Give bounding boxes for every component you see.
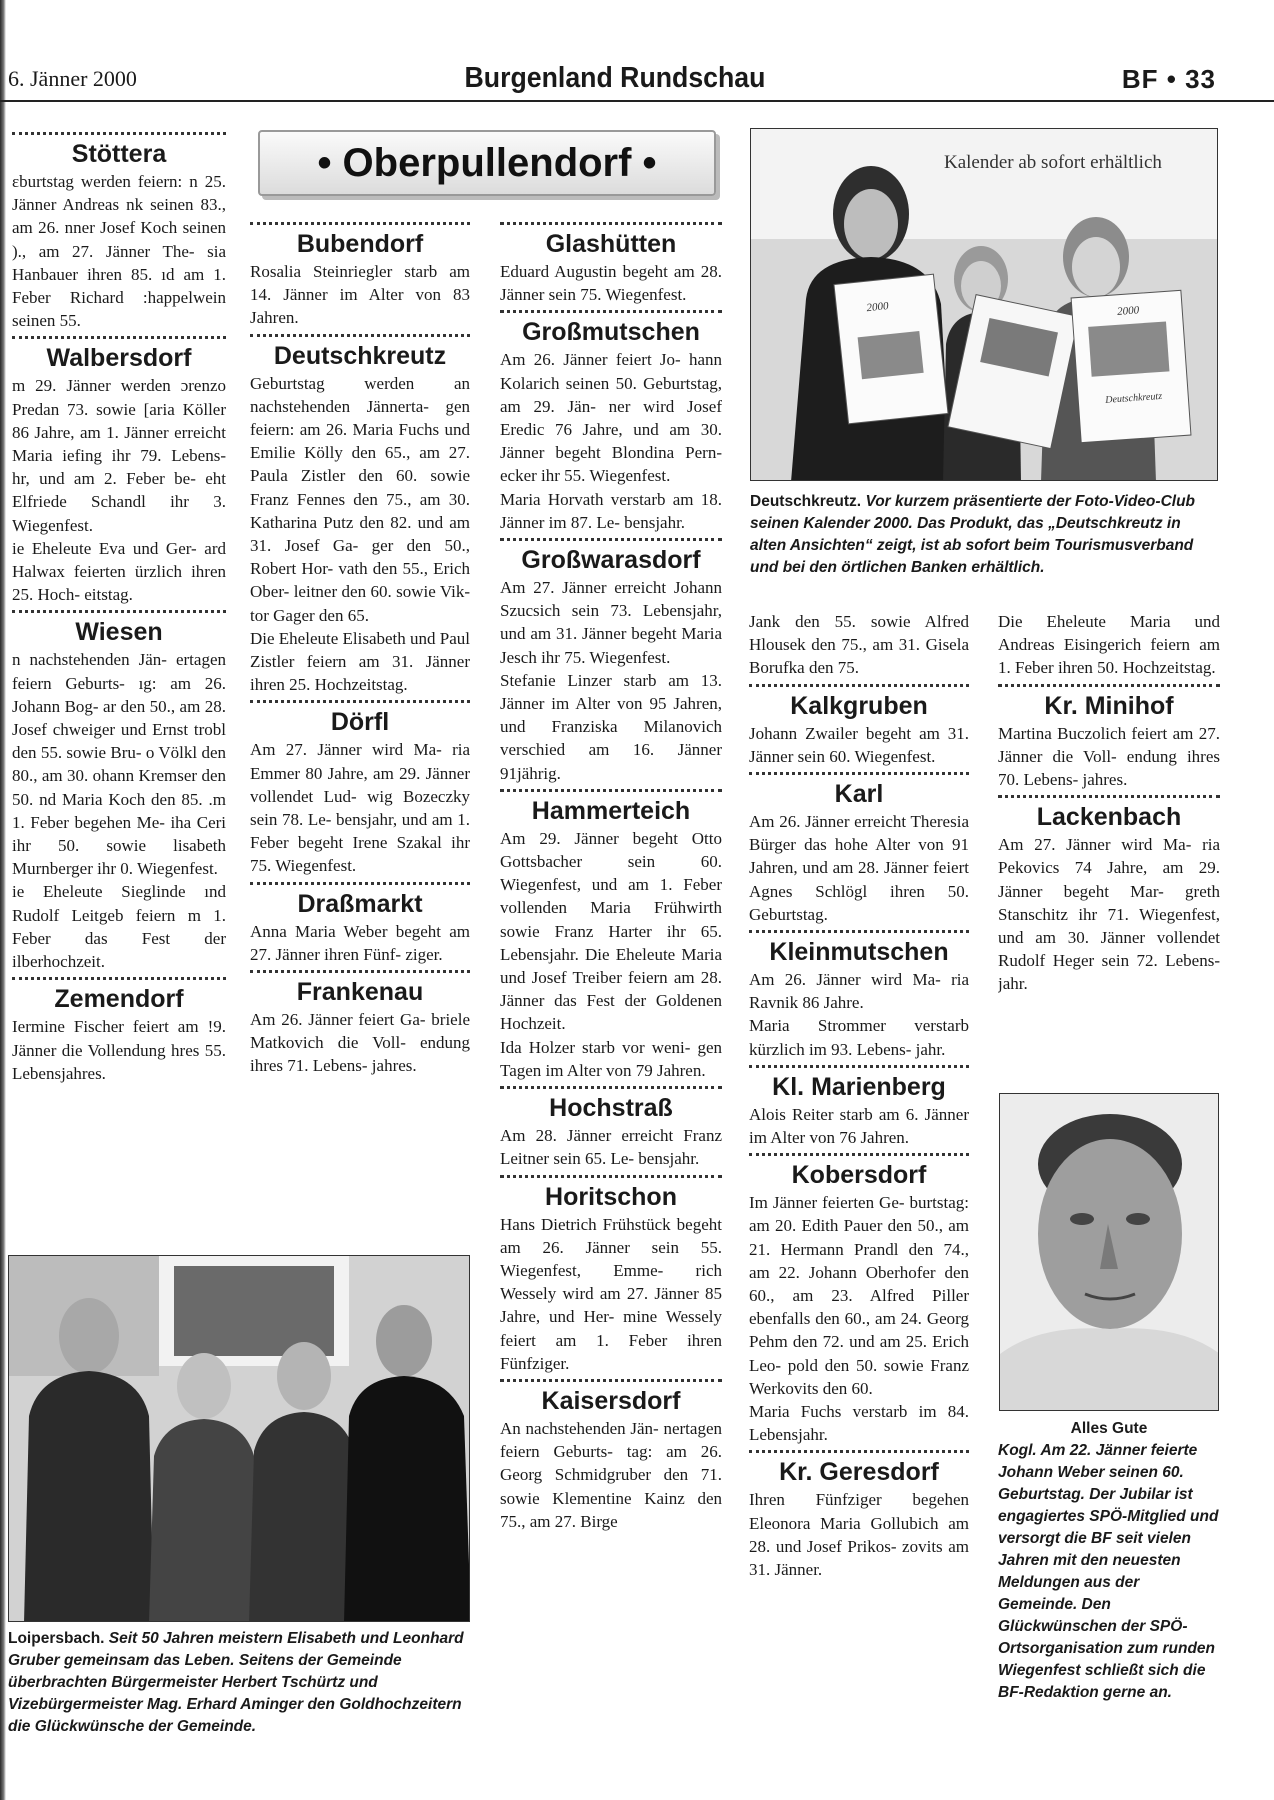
calendar-caption-lead: Deutschkreutz. bbox=[750, 493, 862, 510]
article-paragraph: Iermine Fischer feiert am !9. Jänner die Vollendung hres 55. Lebensjahres. bbox=[12, 1017, 226, 1083]
locality-heading-hochstraß: Hochstraß bbox=[549, 1094, 673, 1123]
dotted-separator bbox=[250, 334, 470, 337]
dotted-separator bbox=[500, 789, 722, 792]
dotted-separator bbox=[500, 1379, 722, 1382]
column-1 bbox=[12, 128, 226, 1233]
newspaper-title: Burgenland Rundschau bbox=[464, 62, 766, 94]
article-paragraph: Am 28. Jänner erreicht Franz Leitner sein 65. Le- bensjahr. bbox=[500, 1126, 722, 1169]
article-paragraph: ie Eheleute Eva und Ger- ard Halwax feierten ürzlich ihren 25. Hoch- eitstag. bbox=[12, 538, 226, 605]
locality-heading-kobersdorf: Kobersdorf bbox=[791, 1161, 927, 1190]
section-banner: • Oberpullendorf • bbox=[258, 130, 716, 196]
locality-heading-großwarasdorf: Großwarasdorf bbox=[521, 546, 701, 575]
article-paragraph: Im Jänner feierten Ge- burtstag: am 20. Edith Pauer den 50., am 21. Hermann Prandl den 74., am 22. Johann Oberhofer den 60., am 23. Alfred Piller ebenfalls den 60., am 24. Georg Pehm den 72. und am 25. Erich Leo- pold den 50. sowie Franz Werkovits den 60. bbox=[749, 1193, 969, 1398]
column-3 bbox=[500, 218, 722, 1760]
article-paragraph: Alois Reiter starb am 6. Jänner im Alter von 76 Jahren. bbox=[749, 1104, 969, 1148]
dotted-separator bbox=[749, 1450, 969, 1453]
article-paragraph: Maria Fuchs verstarb im 84. Lebensjahr. bbox=[749, 1402, 969, 1445]
article-paragraph: An nachstehenden Jän- nertagen feiern Geburts- tag: am 26. Georg Schmidgruber den 71. sowie Klementine Kainz den 75., am 27. Birge bbox=[500, 1418, 722, 1531]
header-rule bbox=[0, 100, 1274, 102]
locality-heading-kaisersdorf: Kaisersdorf bbox=[541, 1386, 681, 1415]
locality-heading-hammerteich: Hammerteich bbox=[531, 796, 691, 825]
dotted-separator bbox=[998, 795, 1220, 798]
dotted-separator bbox=[500, 1175, 722, 1178]
locality-heading-kleinmutschen: Kleinmutschen bbox=[769, 938, 949, 967]
column-4 bbox=[749, 610, 969, 1770]
dotted-separator bbox=[749, 1153, 969, 1156]
locality-heading-horitschon: Horitschon bbox=[545, 1182, 677, 1211]
page-number: BF • 33 bbox=[1121, 64, 1216, 94]
article-paragraph: Am 27. Jänner wird Ma- ria Emmer 80 Jahre, am 29. Jänner vollendet Lud- wig Bozeczky sein 78. Le- bensjahr, und am 1. Feber begeht Irene Szakal ihr 75. Wiegenfest. bbox=[250, 740, 470, 876]
article-paragraph: Maria Strommer verstarb kürzlich im 93. Lebens- jahr. bbox=[749, 1016, 969, 1059]
article-paragraph: Anna Maria Weber begeht am 27. Jänner ihren Fünf- ziger. bbox=[250, 921, 470, 964]
article-paragraph: Maria Horvath verstarb am 18. Jänner im 87. Le- bensjahr. bbox=[500, 489, 722, 532]
dotted-separator bbox=[250, 222, 470, 225]
calendar-year-2: 2000 bbox=[1116, 304, 1140, 318]
article-paragraph: Ihren Fünfziger begehen Eleonora Maria Gollubich am 28. und Josef Prikos- zovits am 31. Jänner. bbox=[749, 1490, 969, 1580]
dotted-separator bbox=[250, 882, 470, 885]
dotted-separator bbox=[500, 222, 722, 225]
locality-heading-kr-minihof: Kr. Minihof bbox=[1044, 691, 1174, 720]
group-photo bbox=[8, 1255, 470, 1622]
locality-heading-karl: Karl bbox=[834, 780, 884, 809]
article-paragraph: ie Eheleute Sieglinde ınd Rudolf Leitgeb feiern m 1. Feber das Fest der ilberhochzeit. bbox=[12, 882, 226, 972]
locality-heading-wiesen: Wiesen bbox=[75, 618, 163, 647]
dotted-separator bbox=[749, 930, 969, 933]
article-paragraph: Die Eheleute Elisabeth und Paul Zistler feiern am 31. Jänner ihren 25. Hochzeitstag. bbox=[250, 628, 470, 695]
group-photo-caption bbox=[8, 1628, 470, 1738]
locality-heading-draßmarkt: Draßmarkt bbox=[297, 889, 423, 918]
calendar-year-1: 2000 bbox=[865, 300, 890, 315]
portrait-photo bbox=[999, 1093, 1219, 1411]
article-paragraph: Geburtstag werden an nachstehenden Jännerta- gen feiern: am 26. Maria Fuchs und Emilie Kölly den 65., am 27. Paula Zistler den 60. sowie Franz Fennes den 75., am 30. Katharina Putz den 82. und am 31. Josef Ga- ger den 50., Robert Hor- vath den 55., Erich Ober- leitner den 60. sowie Vik- tor Gager den 65. bbox=[250, 373, 470, 625]
calendar-title: Deutschkreutz bbox=[1104, 390, 1163, 406]
article-paragraph: Ida Holzer starb vor weni- gen Tagen im Alter von 79 Jahren. bbox=[500, 1037, 722, 1080]
locality-heading-deutschkreutz: Deutschkreutz bbox=[273, 341, 447, 370]
dotted-separator bbox=[998, 684, 1220, 687]
locality-heading-dörfl: Dörfl bbox=[330, 708, 390, 737]
calendar-overlay-text: Kalender ab sofort erhältlich bbox=[944, 152, 1162, 173]
lead-paragraph: Die Eheleute Maria und Andreas Eisingerich feiern am 1. Feber ihren 50. Hochzeitstag. bbox=[998, 612, 1220, 678]
dotted-separator bbox=[12, 132, 226, 135]
issue-date: 6. Jänner 2000 bbox=[8, 66, 137, 91]
lead-paragraph: Jank den 55. sowie Alfred Hlousek den 75., am 31. Gisela Borufka den 75. bbox=[749, 612, 969, 678]
locality-heading-kr-geresdorf: Kr. Geresdorf bbox=[779, 1458, 939, 1487]
locality-heading-bubendorf: Bubendorf bbox=[296, 230, 424, 258]
dotted-separator bbox=[12, 610, 226, 613]
dotted-separator bbox=[749, 772, 969, 775]
portrait-caption bbox=[998, 1418, 1220, 1704]
dotted-separator bbox=[749, 1065, 969, 1068]
article-paragraph: n nachstehenden Jän- ertagen feiern Geburts- ıg: am 26. Johann Bog- ar den 50., am 28. Josef chweiger und Ernst trobl den 55. sowie Bru- o Völkl den 80., am 30. ohann Kremser den 50. nd Maria Koch den 85. .m 1. Feber begehen Me- iha Ceri ihr 50. sowie lisabeth Murnberger ihr 0. Wiegenfest. bbox=[12, 650, 226, 879]
dotted-separator bbox=[500, 538, 722, 541]
dotted-separator bbox=[500, 310, 722, 313]
dotted-separator bbox=[12, 336, 226, 339]
article-paragraph: Am 26. Jänner wird Ma- ria Ravnik 86 Jahre. bbox=[749, 970, 969, 1013]
locality-heading-kalkgruben: Kalkgruben bbox=[790, 691, 928, 720]
calendar-caption bbox=[750, 491, 1220, 579]
page-header bbox=[0, 60, 1274, 104]
article-paragraph: Stefanie Linzer starb am 13. Jänner im Alter von 95 Jahren, und Franziska Milanovich verschied am 16. Jänner 91jährig. bbox=[500, 670, 722, 783]
article-paragraph: Hans Dietrich Frühstück begeht am 26. Jänner sein 55. Wiegenfest, Emme- rich Wessely wird am 27. Jänner 85 Jahre, und Her- mine Wessely feiert am 1. Feber ihren Fünfziger. bbox=[500, 1214, 722, 1373]
calendar-caption-text: Vor kurzem präsentierte der Foto-Video-Club seinen Kalender 2000. Das Produkt, das „Deutschkreutz in alten Ansichten“ zeigt, ist ab sofort beim Tourismusverband und bei den örtlichen Banken erhältlich. bbox=[750, 493, 1196, 576]
article-paragraph: Johann Zwailer begeht am 31. Jänner sein 60. Wiegenfest. bbox=[749, 723, 969, 766]
group-photo-image bbox=[9, 1256, 470, 1622]
portrait-photo-image bbox=[1000, 1094, 1219, 1411]
locality-heading-frankenau: Frankenau bbox=[296, 978, 424, 1007]
dotted-separator bbox=[749, 684, 969, 687]
group-caption-text: Seit 50 Jahren meistern Elisabeth und Leonhard Gruber gemeinsam das Leben. Seitens der Gemeinde überbrachten Bürgermeister Herbert Tschürtz und Vizebürgermeister Mag. Erhard Aminger den Goldhochzeitern die Glückwünsche der Gemeinde. bbox=[8, 1630, 464, 1735]
article-paragraph: Am 27. Jänner erreicht Johann Szucsich sein 73. Lebensjahr, und am 31. Jänner begeht Maria Jesch ihr 75. Wiegenfest. bbox=[500, 578, 722, 667]
article-paragraph: Rosalia Steinriegler starb am 14. Jänner im Alter von 83 Jahren. bbox=[250, 262, 470, 328]
article-paragraph: ɛburtstag werden feiern: n 25. Jänner Andreas nk seinen 83., am 26. nner Josef Koch seinen )., am 27. Jänner The- sia Hanbauer ihren 85. ıd am 1. Feber Richard :happelwein seinen 55. bbox=[12, 172, 226, 331]
column-5 bbox=[998, 610, 1220, 1080]
locality-heading-walbersdorf: Walbersdorf bbox=[46, 344, 192, 373]
dotted-separator bbox=[250, 970, 470, 973]
dotted-separator bbox=[250, 700, 470, 703]
locality-heading-stöttera: Stöttera bbox=[71, 140, 167, 168]
article-paragraph: m 29. Jänner werden ɔrenzo Predan 73. sowie [aria Köller 86 Jahre, am 1. Jänner erreicht Maria iefing ihr 79. Lebens- hr, und am 2. Feber be- eht Elfriede Schandl ihr 3. Wiegenfest. bbox=[12, 376, 226, 535]
locality-heading-glashütten: Glashütten bbox=[545, 230, 677, 258]
portrait-caption-text: Kogl. Am 22. Jänner feierte Johann Weber seinen 60. Geburtstag. Der Jubilar ist engagiertes SPÖ-Mitglied und versorgt die BF seit vielen Jahren mit den neuesten Meldungen aus der Gemeinde. Den Glückwünschen der SPÖ-Ortsorganisation zum runden Wiegenfest schließt sich die BF-Redaktion gerne an. bbox=[998, 1442, 1219, 1701]
dotted-separator bbox=[500, 1086, 722, 1089]
locality-heading-lackenbach: Lackenbach bbox=[1036, 803, 1182, 832]
locality-heading-kl-marienberg: Kl. Marienberg bbox=[772, 1072, 946, 1101]
column-2 bbox=[250, 218, 470, 1233]
article-paragraph: Am 26. Jänner feiert Jo- hann Kolarich seinen 50. Geburtstag, am 29. Jän- ner wird Josef Eredic 76 Jahre, und am 30. Jänner begeht Blondina Pern- ecker ihr 55. Wiegenfest. bbox=[500, 350, 722, 486]
group-caption-lead: Loipersbach. bbox=[8, 1630, 105, 1647]
calendar-photo-image bbox=[751, 129, 1218, 481]
article-paragraph: Eduard Augustin begeht am 28. Jänner sein 75. Wiegenfest. bbox=[500, 262, 722, 305]
article-paragraph: Am 26. Jänner feiert Ga- briele Matkovich die Voll- endung ihres 71. Lebens- jahres. bbox=[250, 1010, 470, 1076]
portrait-caption-title: Alles Gute bbox=[1070, 1420, 1148, 1437]
dotted-separator bbox=[12, 977, 226, 980]
locality-heading-zemendorf: Zemendorf bbox=[54, 985, 184, 1014]
locality-heading-großmutschen: Großmutschen bbox=[522, 318, 700, 347]
article-paragraph: Am 26. Jänner erreicht Theresia Bürger das hohe Alter von 91 Jahren, und am 28. Jänner feiert Agnes Schlögl ihren 50. Geburtstag. bbox=[749, 812, 969, 924]
article-paragraph: Am 29. Jänner begeht Otto Gottsbacher sein 60. Wiegenfest, und am 1. Feber vollenden Maria Frühwirth sowie Franz Harter ihr 65. Lebensjahr. Die Eheleute Maria und Josef Treiber feiern am 28. Jänner das Fest der Goldenen Hochzeit. bbox=[500, 828, 722, 1034]
page-spine-shadow bbox=[0, 0, 6, 1800]
article-paragraph: Am 27. Jänner wird Ma- ria Pekovics 74 Jahre, am 29. Jänner begeht Mar- greth Stanschitz ihr 71. Wiegenfest, und am 30. Jänner vollendet Rudolf Heger sein 72. Lebens- jahr. bbox=[998, 835, 1220, 994]
article-paragraph: Martina Buczolich feiert am 27. Jänner die Voll- endung ihres 70. Lebens- jahres. bbox=[998, 723, 1220, 790]
calendar-photo bbox=[750, 128, 1218, 481]
